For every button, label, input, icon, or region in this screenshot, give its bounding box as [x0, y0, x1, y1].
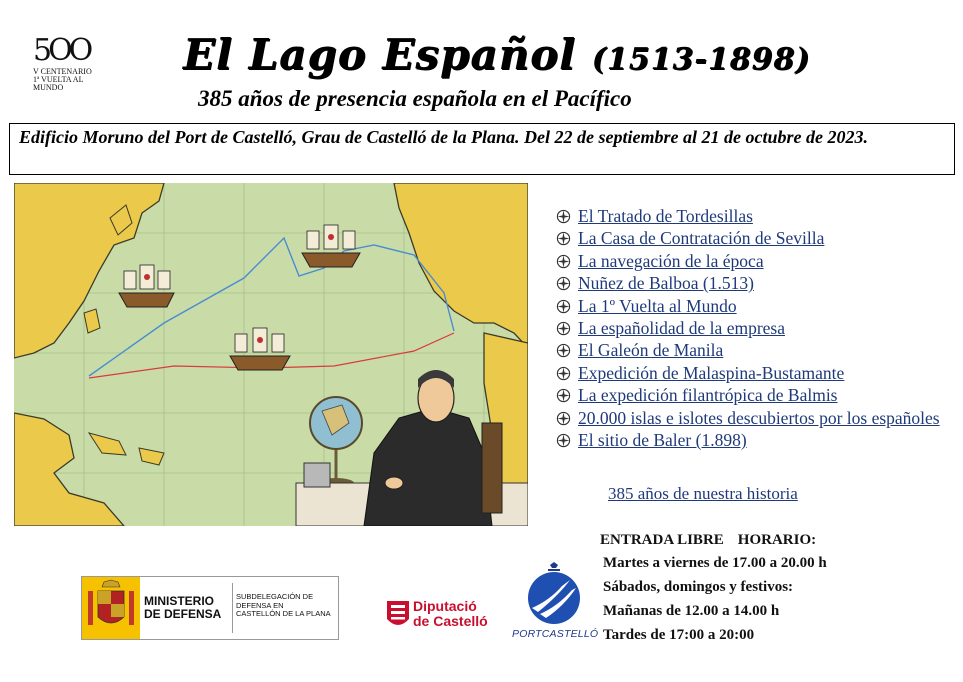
port-emblem-icon	[510, 562, 600, 628]
sub-line-1: SUBDELEGACIÓN DE	[236, 592, 314, 601]
diputacio-castello-logo	[383, 595, 493, 635]
title-text: El Lago Español	[183, 30, 577, 79]
topic-item[interactable]	[556, 407, 956, 429]
coat-of-arms-icon	[82, 577, 140, 639]
topic-label: La expedición filantrópica de Balmis	[578, 385, 838, 406]
topic-item[interactable]	[556, 339, 956, 361]
topic-label: La 1º Vuelta al Mundo	[578, 295, 737, 316]
logo-mark: 5OO	[33, 33, 90, 68]
schedule-line: Martes a viernes de 17.00 a 20.00 h	[603, 555, 827, 571]
sub-line-2: DEFENSA EN	[236, 600, 284, 610]
ministerio-line-2: DE DEFENSA	[144, 607, 222, 621]
venue-dates-box: Edificio Moruno del Port de Castelló, Grau de Castelló de la Plana. Del 22 de septiembre al 21 de octubre de 2023.	[9, 123, 955, 175]
ship-icon	[302, 225, 360, 267]
ministerio-defensa-logo	[81, 576, 339, 640]
topic-label: Nuñez de Balboa (1.513)	[578, 273, 754, 294]
topic-item[interactable]	[556, 250, 956, 272]
topic-label: El sitio de Baler (1.898)	[578, 430, 747, 451]
topic-item[interactable]	[556, 227, 956, 249]
topic-item[interactable]	[556, 429, 956, 451]
compass-rose-icon	[556, 209, 571, 224]
diputacio-shield-icon	[385, 597, 411, 633]
compass-rose-icon	[556, 321, 571, 336]
logo-line-3: MUNDO	[33, 83, 64, 92]
compass-rose-icon	[556, 276, 571, 291]
schedule-line: Mañanas de 12.00 a 14.00 h	[603, 603, 780, 619]
logo-line-2: 1ª VUELTA AL	[33, 75, 84, 84]
logo-line-1: V CENTENARIO	[33, 67, 92, 76]
diputacio-text	[413, 599, 488, 629]
sub-line-3: CASTELLÓN DE LA PLANA	[236, 609, 331, 618]
history-link[interactable]: 385 años de nuestra historia	[608, 484, 798, 503]
diputacio-line-1: Diputació	[413, 598, 477, 614]
subdelegacion-text	[236, 593, 336, 619]
map-drawing	[14, 183, 528, 526]
ship-icon	[230, 328, 290, 370]
topic-item[interactable]	[556, 272, 956, 294]
topic-label: El Galeón de Manila	[578, 340, 724, 361]
port-castello-logo	[510, 562, 600, 646]
hours-label: HORARIO:	[737, 532, 817, 548]
compass-rose-icon	[556, 388, 571, 403]
schedule-header	[598, 529, 938, 551]
compass-rose-icon	[556, 299, 571, 314]
schedule-block	[598, 529, 938, 647]
compass-rose-icon	[556, 366, 571, 381]
topic-item[interactable]	[556, 317, 956, 339]
schedule-line: Tardes de 17:00 a 20:00	[603, 627, 755, 643]
compass-rose-icon	[556, 433, 571, 448]
ship-icon	[119, 265, 174, 307]
diputacio-line-2: de Castelló	[413, 613, 488, 629]
logo-divider	[232, 583, 233, 633]
compass-rose-icon	[556, 254, 571, 269]
v-centenario-logo	[33, 33, 123, 106]
logo-text	[33, 68, 123, 92]
topic-item[interactable]	[556, 362, 956, 384]
topic-item[interactable]	[556, 295, 956, 317]
topic-label: 20.000 islas e islotes descubiertos por los españoles	[578, 407, 940, 428]
topic-item[interactable]	[556, 205, 956, 227]
page-title	[183, 30, 811, 79]
topic-item[interactable]	[556, 384, 956, 406]
topic-label: La españolidad de la empresa	[578, 318, 785, 339]
title-years: (1513-1898)	[591, 42, 811, 77]
topic-label: Expedición de Malaspina-Bustamante	[578, 362, 845, 383]
compass-rose-icon	[556, 411, 571, 426]
ministerio-line-1: MINISTERIO	[144, 594, 215, 608]
topic-label: El Tratado de Tordesillas	[578, 206, 753, 226]
pacific-map-illustration	[14, 183, 528, 526]
topics-list	[556, 205, 956, 451]
page-subtitle: 385 años de presencia española en el Pacífico	[198, 86, 632, 111]
topic-label: La navegación de la época	[578, 250, 764, 271]
ministerio-text	[144, 595, 221, 621]
port-name: PORTCASTELLÓ	[512, 628, 599, 640]
compass-rose-icon	[556, 231, 571, 246]
schedule-line: Sábados, domingos y festivos:	[603, 579, 794, 595]
topic-label: La Casa de Contratación de Sevilla	[578, 228, 825, 249]
compass-rose-icon	[556, 343, 571, 358]
entry-label: ENTRADA LIBRE	[600, 532, 724, 548]
